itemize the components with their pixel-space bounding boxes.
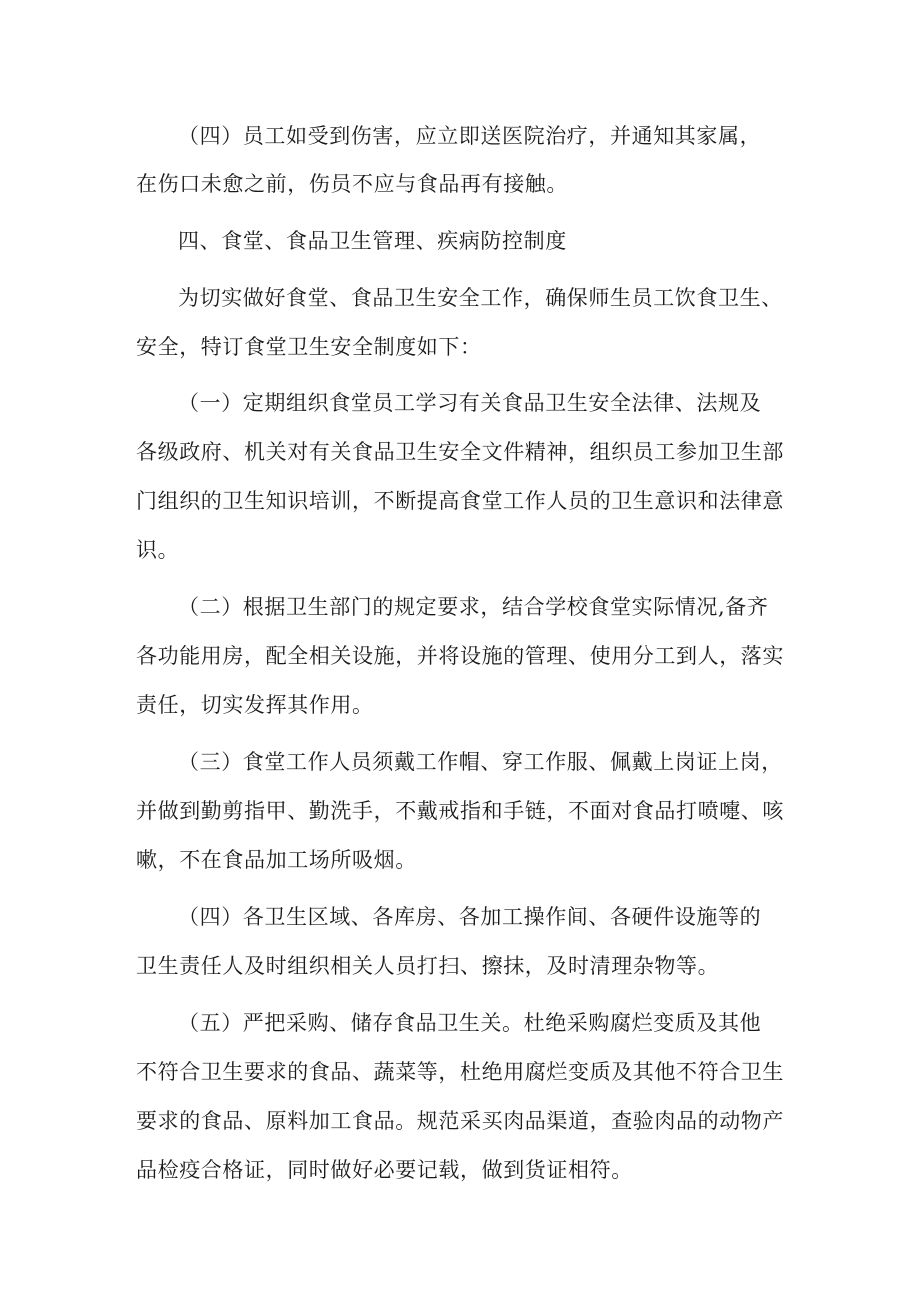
paragraph-1-line-2: 在伤口未愈之前，伤员不应与食品再有接触。	[136, 172, 568, 196]
paragraph-7-line-4: 品检疫合格证，同时做好必要记载，做到货证相符。	[136, 1158, 633, 1182]
paragraph-4-line-3: 责任，切实发挥其作用。	[136, 693, 374, 717]
paragraph-4-line-1: （二）根据卫生部门的规定要求，结合学校食堂实际情况,备齐	[178, 595, 769, 619]
paragraph-6-line-2: 卫生责任人及时组织相关人员打扫、擦抹，及时清理杂物等。	[136, 954, 720, 978]
paragraph-5-line-2: 并做到勤剪指甲、勤洗手，不戴戒指和手链，不面对食品打喷嚏、咳	[136, 799, 784, 823]
paragraph-7-line-1: （五）严把采购、储存食品卫生关。杜绝采购腐烂变质及其他	[178, 1011, 762, 1035]
paragraph-5-line-3: 嗽，不在食品加工场所吸烟。	[136, 848, 417, 872]
paragraph-1-line-1: （四）员工如受到伤害，应立即送医院治疗，并通知其家属，	[178, 124, 762, 148]
paragraph-7-line-3: 要求的食品、原料加工食品。规范采买肉品渠道，查验肉品的动物产	[136, 1109, 784, 1133]
paragraph-6-line-1: （四）各卫生区域、各库房、各加工操作间、各硬件设施等的	[178, 905, 762, 929]
paragraph-3-line-1: （一）定期组织食堂员工学习有关食品卫生安全法律、法规及	[178, 391, 762, 415]
paragraph-3-line-3: 门组织的卫生知识培训，不断提高食堂工作人员的卫生意识和法律意	[136, 489, 784, 513]
paragraph-3-line-2: 各级政府、机关对有关食品卫生安全文件精神，组织员工参加卫生部	[136, 440, 784, 464]
section-heading: 四、食堂、食品卫生管理、疾病防控制度	[178, 229, 567, 253]
paragraph-4-line-2: 各功能用房，配全相关设施，并将设施的管理、使用分工到人，落实	[136, 644, 784, 668]
paragraph-5-line-1: （三）食堂工作人员须戴工作帽、穿工作服、佩戴上岗证上岗，	[178, 750, 783, 774]
paragraph-3-line-4: 识。	[136, 538, 180, 562]
paragraph-2-line-2: 安全，特订食堂卫生安全制度如下：	[136, 335, 482, 359]
paragraph-2-line-1: 为切实做好食堂、食品卫生安全工作，确保师生员工饮食卫生、	[178, 286, 783, 310]
paragraph-7-line-2: 不符合卫生要求的食品、蔬菜等，杜绝用腐烂变质及其他不符合卫生	[136, 1060, 784, 1084]
